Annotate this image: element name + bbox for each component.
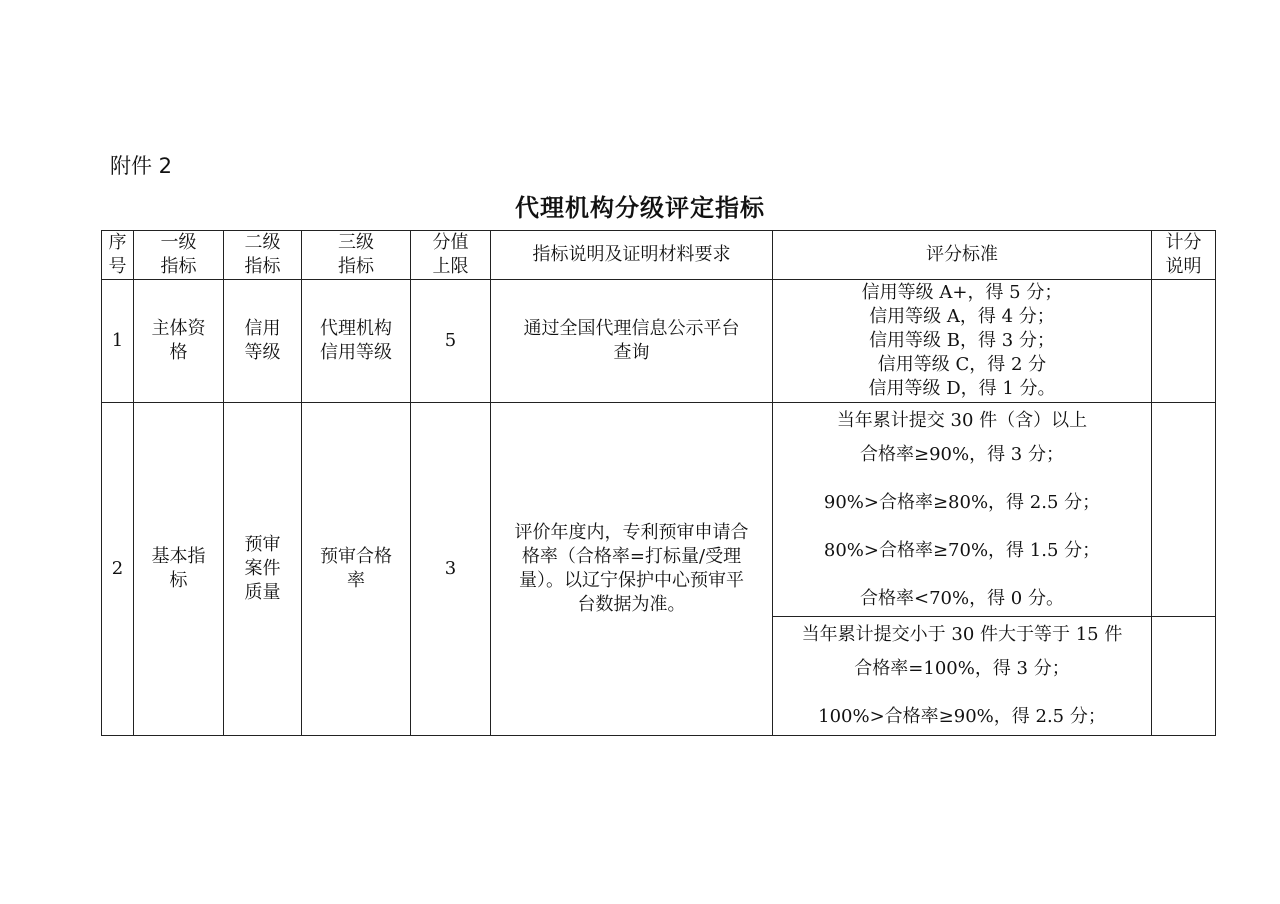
row2-max-score: 3	[411, 403, 491, 736]
row1-level2: 信用 等级	[224, 280, 302, 403]
row2-seq: 2	[102, 403, 134, 736]
row1-seq: 1	[102, 280, 134, 403]
row2-level3: 预审合格 率	[302, 403, 411, 736]
attachment-label: 附件 2	[110, 154, 173, 178]
criteria-item: 合格率<70%，得 0 分。	[860, 587, 1064, 609]
table-row	[102, 280, 1216, 403]
row1-description: 通过全国代理信息公示平台 查询	[491, 280, 773, 403]
header-notes: 计分 说明	[1152, 231, 1216, 280]
row1-notes	[1152, 280, 1216, 403]
criteria-item: 合格率≥90%，得 3 分；	[860, 443, 1064, 465]
header-criteria: 评分标准	[773, 231, 1152, 280]
table-row	[102, 403, 1216, 617]
row1-level3: 代理机构 信用等级	[302, 280, 411, 403]
row2-criteria-30-plus	[773, 403, 1152, 617]
row2-notes-b	[1152, 617, 1216, 736]
row2-notes-a	[1152, 403, 1216, 617]
row1-max-score: 5	[411, 280, 491, 403]
row1-criteria: 信用等级 A+，得 5 分； 信用等级 A，得 4 分； 信用等级 B，得 3 分； 信用等级 C，得 2 分 信用等级 D，得 1 分。	[773, 280, 1152, 403]
header-seq: 序 号	[102, 231, 134, 280]
row2-level1: 基本指 标	[134, 403, 224, 736]
criteria-condition: 当年累计提交小于 30 件大于等于 15 件	[801, 624, 1123, 645]
row2-description: 评价年度内，专利预审申请合 格率（合格率=打标量/受理 量）。以辽宁保护中心预审平 台数据为准。	[491, 403, 773, 736]
header-level3: 三级 指标	[302, 231, 411, 280]
criteria-condition: 当年累计提交 30 件（含）以上	[836, 409, 1088, 431]
criteria-item: 100%>合格率≥90%，得 2.5 分；	[818, 706, 1106, 727]
row2-criteria-15-to-30	[773, 617, 1152, 736]
row2-level2: 预审 案件 质量	[224, 403, 302, 736]
criteria-item: 80%>合格率≥70%，得 1.5 分；	[823, 539, 1101, 561]
header-max-score: 分值 上限	[411, 231, 491, 280]
header-description: 指标说明及证明材料要求	[491, 231, 773, 280]
criteria-item: 90%>合格率≥80%，得 2.5 分；	[823, 491, 1101, 513]
header-level2: 二级 指标	[224, 231, 302, 280]
header-row	[102, 231, 1216, 280]
row1-level1: 主体资 格	[134, 280, 224, 403]
header-level1: 一级 指标	[134, 231, 224, 280]
evaluation-table	[101, 230, 1216, 736]
document-title: 代理机构分级评定指标	[515, 194, 765, 222]
criteria-item: 合格率=100%，得 3 分；	[854, 658, 1070, 679]
